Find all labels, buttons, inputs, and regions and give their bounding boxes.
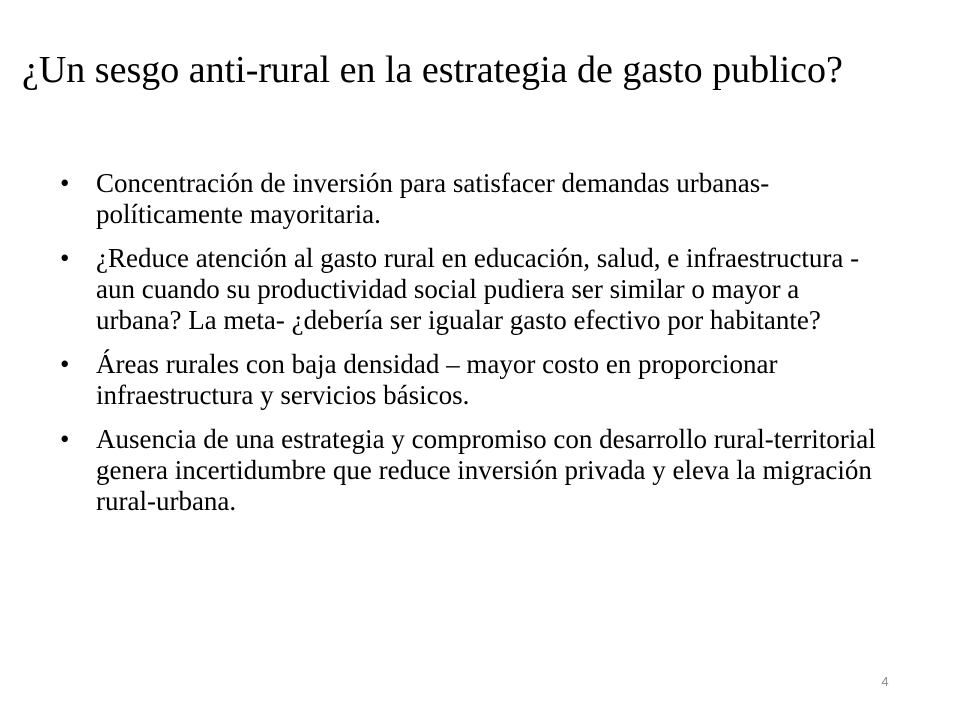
bullet-icon: •	[60, 243, 70, 273]
bullet-icon: •	[60, 424, 70, 454]
bullet-text: ¿Reduce atención al gasto rural en educación, salud, e infraestructura - aun cuando su productividad social pudiera ser similar o mayor a urbana? La meta- ¿debería ser igualar gasto efectivo por habitante?	[96, 243, 860, 335]
bullet-text: Concentración de inversión para satisfacer demandas urbanas-políticamente mayoritaria.	[96, 168, 770, 229]
bullet-icon: •	[60, 349, 70, 379]
bullet-text: Áreas rurales con baja densidad – mayor costo en proporcionar infraestructura y servicios básicos.	[96, 349, 778, 410]
bullet-item-concentration	[60, 168, 876, 230]
bullet-item-rural-spending	[60, 243, 876, 336]
bullet-text: Ausencia de una estrategia y compromiso con desarrollo rural-territorial genera incertidumbre que reduce inversión privada y eleva la migración rural-urbana.	[96, 424, 876, 516]
slide-title: ¿Un sesgo anti-rural en la estrategia de gasto publico?	[22, 49, 843, 91]
bullet-list	[60, 168, 920, 530]
bullet-item-low-density	[60, 349, 876, 411]
bullet-icon: •	[60, 168, 70, 198]
bullet-item-strategy-absence	[60, 424, 876, 517]
page-number: 4	[881, 674, 889, 689]
